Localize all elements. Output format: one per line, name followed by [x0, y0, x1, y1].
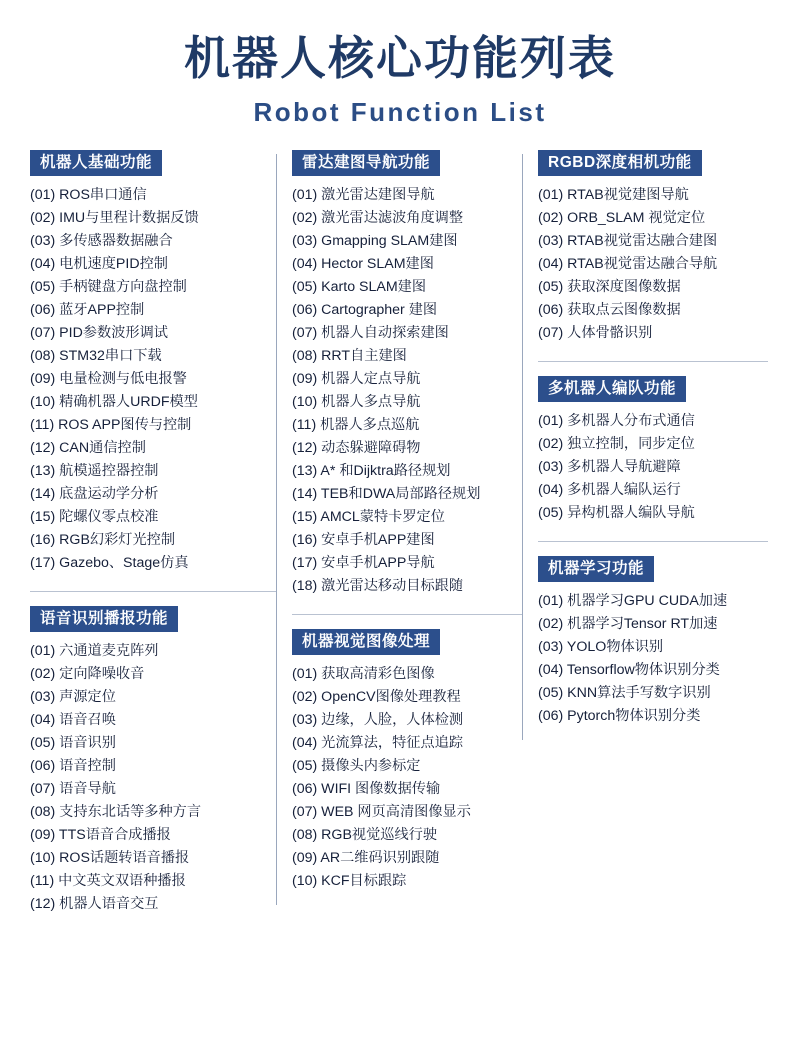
list-item: (07) 语音导航: [30, 780, 116, 797]
section-heading: 机器人基础功能: [30, 150, 162, 176]
list-item: (13) 航模遥控器控制: [30, 462, 159, 479]
list-item: (06) WIFI 图像数据传输: [292, 780, 441, 797]
list-item: (18) 激光雷达移动目标跟随: [292, 577, 464, 594]
list-item: (07) WEB 网页高清图像显示: [292, 803, 471, 820]
list-item: (16) RGB幻彩灯光控制: [30, 531, 176, 548]
list-item: (10) KCF目标跟踪: [292, 872, 407, 889]
list-item: (10) 精确机器人URDF模型: [30, 393, 198, 410]
columns-container: [30, 150, 770, 932]
list-item: (10) ROS话题转语音播报: [30, 849, 190, 866]
section-machine-vision: [292, 614, 522, 893]
list-item: (06) Cartographer 建图: [292, 301, 438, 318]
list-item: (12) CAN通信控制: [30, 439, 146, 456]
list-item: (11) 中文英文双语种播报: [30, 872, 186, 889]
list-item: (02) IMU与里程计数据反馈: [30, 209, 199, 226]
list-item: (01) 获取高清彩色图像: [292, 665, 435, 682]
list-item: (04) 语音召唤: [30, 711, 116, 728]
list-item: (10) 机器人多点导航: [292, 393, 421, 410]
section-heading: 机器学习功能: [538, 556, 654, 582]
page-title-zh: 机器人核心功能列表: [184, 32, 616, 84]
list-item: (04) Hector SLAM建图: [292, 255, 434, 272]
list-item: (05) 异构机器人编队导航: [538, 504, 695, 521]
list-item: (06) 获取点云图像数据: [538, 301, 681, 318]
list-item: (09) TTS语音合成播报: [30, 826, 171, 843]
list-item: (02) 独立控制，同步定位: [538, 435, 695, 452]
list-item: (05) 摄像头内参标定: [292, 757, 421, 774]
list-item: (16) 安卓手机APP建图: [292, 531, 435, 548]
list-item: (09) AR二维码识别跟随: [292, 849, 440, 866]
list-item: (04) 多机器人编队运行: [538, 481, 681, 498]
section-lidar-nav: [292, 150, 522, 598]
section-multi-robot: [538, 361, 768, 525]
list-item: (03) Gmapping SLAM建图: [292, 232, 458, 249]
section-item-list: [292, 184, 522, 598]
list-item: (05) 手柄键盘方向盘控制: [30, 278, 187, 295]
list-item: (01) 激光雷达建图导航: [292, 186, 435, 203]
list-item: (01) 多机器人分布式通信: [538, 412, 695, 429]
list-item: (03) 多传感器数据融合: [30, 232, 173, 249]
footer-spacer: [30, 932, 770, 936]
section-rgbd: [538, 150, 768, 345]
list-item: (05) Karto SLAM建图: [292, 278, 427, 295]
list-item: (04) Tensorflow物体识别分类: [538, 662, 720, 679]
list-item: (15) 陀螺仪零点校准: [30, 508, 159, 525]
list-item: (08) STM32串口下载: [30, 347, 162, 364]
section-item-list: [30, 184, 276, 575]
list-item: (11) 机器人多点巡航: [292, 416, 420, 433]
list-item: (11) ROS APP图传与控制: [30, 416, 192, 433]
list-item: (07) PID参数波形调试: [30, 324, 168, 341]
list-item: (14) 底盘运动学分析: [30, 485, 159, 502]
list-item: (07) 人体骨骼识别: [538, 324, 653, 341]
list-item: (08) 支持东北话等多种方言: [30, 803, 202, 820]
list-item: (06) Pytorch物体识别分类: [538, 708, 701, 725]
section-heading: 多机器人编队功能: [538, 376, 686, 402]
column-middle: [276, 150, 522, 909]
list-item: (09) 电量检测与低电报警: [30, 370, 187, 387]
list-item: (04) 光流算法，特征点追踪: [292, 734, 464, 751]
list-item: (01) 机器学习GPU CUDA加速: [538, 593, 728, 610]
list-item: (07) 机器人自动探索建图: [292, 324, 449, 341]
section-item-list: [538, 184, 768, 345]
list-item: (03) 边缘，人脸，人体检测: [292, 711, 464, 728]
list-item: (03) 声源定位: [30, 688, 116, 705]
list-item: (05) KNN算法手写数字识别: [538, 685, 711, 702]
list-item: (08) RRT自主建图: [292, 347, 407, 364]
section-machine-learning: [538, 541, 768, 728]
section-item-list: [292, 663, 522, 893]
section-heading: 语音识别播报功能: [30, 606, 178, 632]
page-title-en: Robot Function List: [253, 96, 547, 127]
list-item: (01) ROS串口通信: [30, 186, 147, 203]
list-item: (17) Gazebo、Stage仿真: [30, 554, 189, 571]
list-item: (02) OpenCV图像处理教程: [292, 688, 461, 705]
list-item: (03) YOLO物体识别: [538, 639, 664, 656]
list-item: (17) 安卓手机APP导航: [292, 554, 435, 571]
list-item: (02) 机器学习Tensor RT加速: [538, 616, 718, 633]
section-item-list: [538, 590, 768, 728]
section-heading: 机器视觉图像处理: [292, 629, 440, 655]
list-item: (01) 六通道麦克阵列: [30, 642, 159, 659]
list-item: (09) 机器人定点导航: [292, 370, 421, 387]
list-item: (13) A* 和Dijktra路径规划: [292, 462, 451, 479]
section-item-list: [30, 640, 276, 916]
list-item: (03) RTAB视觉雷达融合建图: [538, 232, 718, 249]
list-item: (06) 语音控制: [30, 757, 116, 774]
list-item: (12) 动态躲避障碍物: [292, 439, 421, 456]
list-item: (05) 获取深度图像数据: [538, 278, 681, 295]
column-right: [522, 150, 768, 744]
section-voice: [30, 591, 276, 916]
list-item: (02) ORB_SLAM 视觉定位: [538, 209, 706, 226]
list-item: (01) RTAB视觉建图导航: [538, 186, 689, 203]
list-item: (04) RTAB视觉雷达融合导航: [538, 255, 718, 272]
list-item: (14) TEB和DWA局部路径规划: [292, 485, 481, 502]
section-item-list: [538, 410, 768, 525]
list-item: (02) 定向降噪收音: [30, 665, 145, 682]
column-left: [30, 150, 276, 932]
list-item: (03) 多机器人导航避障: [538, 458, 681, 475]
list-item: (06) 蓝牙APP控制: [30, 301, 145, 318]
section-heading: RGBD深度相机功能: [538, 150, 702, 176]
list-item: (02) 激光雷达滤波角度调整: [292, 209, 464, 226]
list-item: (05) 语音识别: [30, 734, 116, 751]
list-item: (08) RGB视觉巡线行驶: [292, 826, 438, 843]
list-item: (04) 电机速度PID控制: [30, 255, 168, 272]
list-item: (12) 机器人语音交互: [30, 895, 159, 912]
section-heading: 雷达建图导航功能: [292, 150, 440, 176]
list-item: (15) AMCL蒙特卡罗定位: [292, 508, 445, 525]
section-robot-basic: [30, 150, 276, 575]
